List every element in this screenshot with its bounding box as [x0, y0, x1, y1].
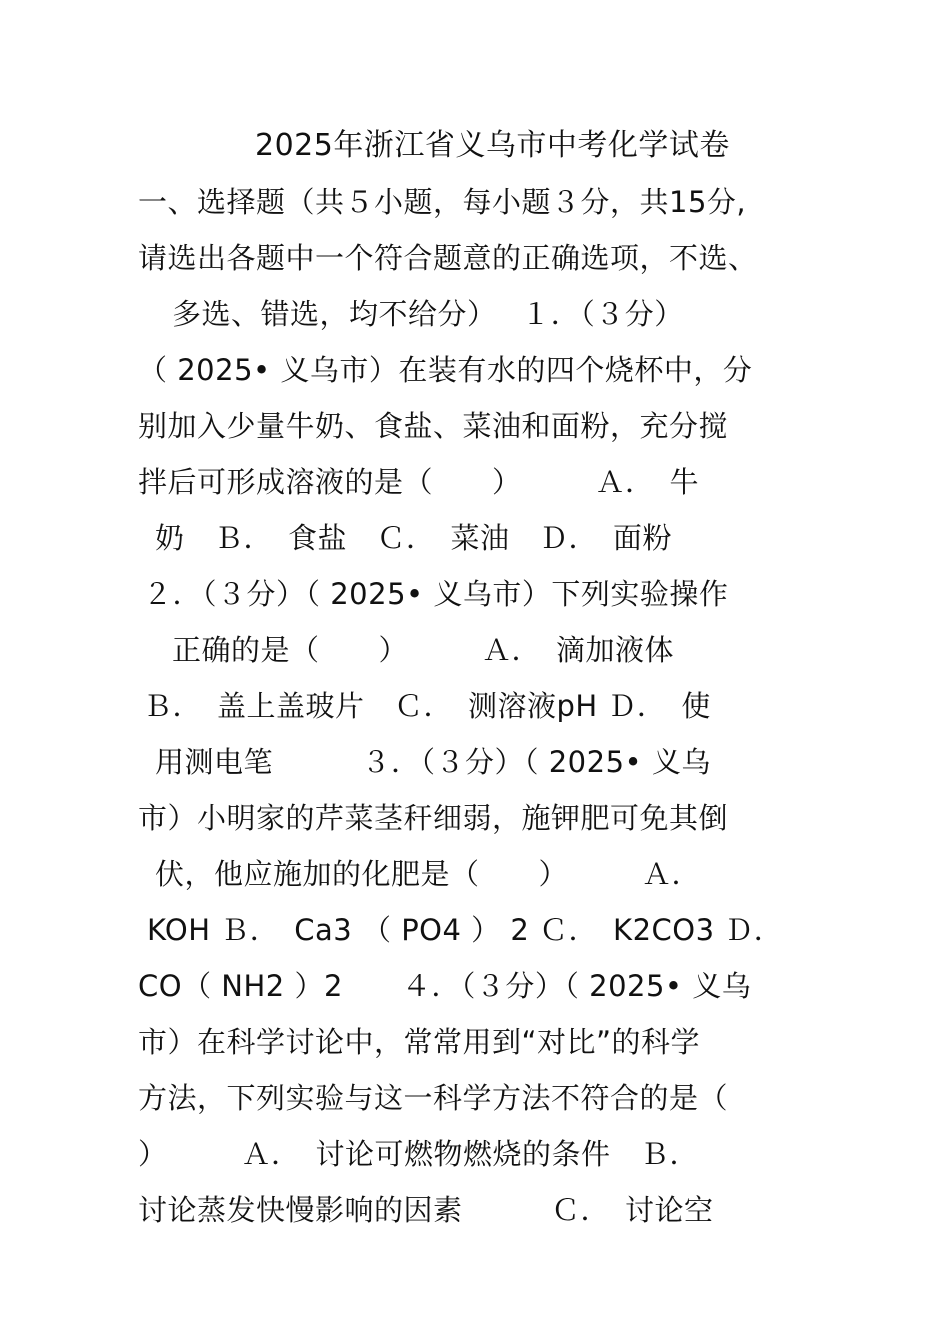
text-line-4: （ 2025• 义乌市）在装有水的四个烧杯中，分	[138, 353, 753, 387]
page-title: 2025年浙江省义乌市中考化学试卷	[255, 128, 730, 163]
text-line-17: 方法，下列实验与这一科学方法不符合的是（	[138, 1081, 729, 1115]
text-line-16: 市）在科学讨论中，常常用到“对比”的科学	[138, 1025, 701, 1059]
text-line-19: 讨论蒸发快慢影响的因素 Ｃ． 讨论空	[138, 1193, 714, 1227]
text-line-11: 用测电笔 ３．（３分）（ 2025• 义乌	[155, 745, 711, 779]
text-line-13: 伏，他应施加的化肥是（ ） Ａ．	[155, 857, 702, 891]
text-line-9: 正确的是（ ） Ａ． 滴加液体	[172, 633, 675, 667]
text-line-1: 一、选择题（共５小题，每小题３分，共15分,	[138, 185, 747, 219]
text-line-2: 请选出各题中一个符合题意的正确选项，不选、	[138, 241, 758, 275]
text-line-5: 别加入少量牛奶、食盐、菜油和面粉，充分搅	[138, 409, 729, 443]
text-line-10: Ｂ． 盖上盖玻片 Ｃ． 测溶液pH Ｄ． 使	[143, 689, 711, 723]
text-line-12: 市）小明家的芹菜茎秆细弱，施钾肥可免其倒	[138, 801, 729, 835]
text-line-18: ） Ａ． 讨论可燃物燃烧的条件 Ｂ．	[138, 1137, 700, 1171]
text-line-8: ２．（３分）（ 2025• 义乌市）下列实验操作	[143, 577, 729, 611]
text-line-14: KOH Ｂ． Ca3 （ PO4 ） 2 Ｃ． K2CO3 Ｄ．	[147, 913, 784, 947]
text-line-3: 多选、错选，均不给分） １．（３分）	[172, 297, 684, 331]
text-line-7: 奶 Ｂ． 食盐 Ｃ． 菜油 Ｄ． 面粉	[155, 521, 673, 555]
text-line-15: CO（ NH2 ）2 ４．（３分）（ 2025• 义乌	[138, 969, 752, 1003]
text-line-6: 拌后可形成溶液的是（ ） Ａ． 牛	[138, 465, 700, 499]
